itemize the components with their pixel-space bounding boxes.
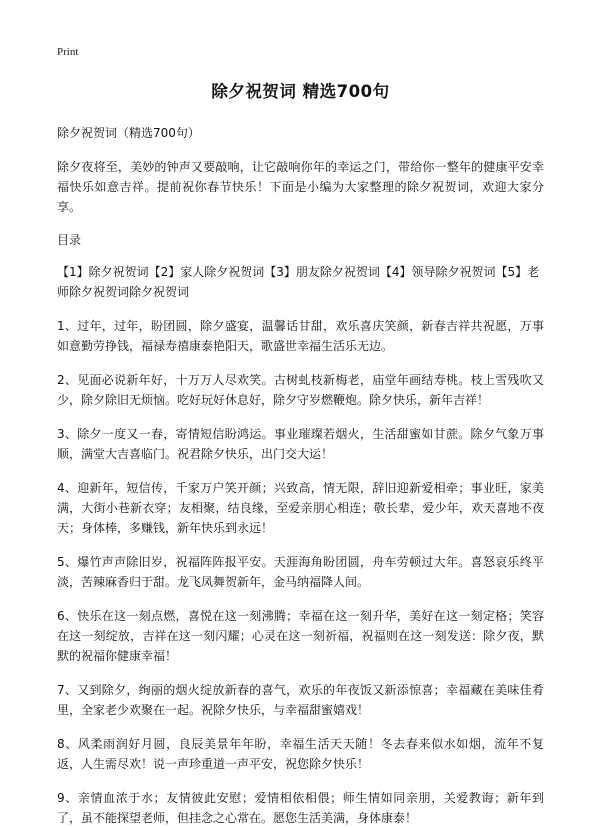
greeting-item-5: 5、爆竹声声除旧岁，祝福阵阵报平安。天涯海角盼团圆，舟车劳顿过大年。喜怒哀乐终平淡，苦辣麻香归于甜。龙飞凤舞贺新年，金马纳福降人间。 [57, 555, 544, 589]
toc-heading: 目录 [57, 233, 82, 247]
greeting-item-7: 7、又到除夕，绚丽的烟火绽放新春的喜气，欢乐的年夜饭又新添惊喜；幸福藏在美味佳肴里，全家老少欢聚在一起。祝除夕快乐，与幸福甜蜜嬉戏！ [57, 683, 544, 717]
toc-list: 【1】除夕祝贺词【2】家人除夕祝贺词【3】朋友除夕祝贺词【4】领导除夕祝贺词【5】老师除夕祝贺词除夕祝贺词 [57, 265, 540, 299]
document-title: 除夕祝贺词 精选700句 [211, 82, 390, 101]
greeting-item-4: 4、迎新年，短信传，千家万户笑开颜；兴致高，情无限，辞旧迎新爱相牵；事业旺，家美满，大街小巷新衣穿；友相聚，结良缘，至爱亲朋心相连；敬长辈，爱少年，欢天喜地不夜天；身体棒，多赚钱，新年快乐到永远！ [57, 481, 544, 535]
greeting-item-2: 2、见面必说新年好，十万万人尽欢笑。古树虬枝新梅老，庙堂年画结寿桃。枝上雪残吹又少，除夕除旧无烦恼。吃好玩好休息好，除夕守岁燃鞭炮。除夕快乐，新年吉祥！ [57, 373, 544, 407]
greeting-item-9: 9、亲情血浓于水；友情彼此安慰；爱情相依相偎；师生情如同亲朋，关爱教诲；新年到了，虽不能探望老师，但挂念之心常在。愿您生活美满，身体康泰！ [57, 791, 544, 825]
greeting-item-6: 6、快乐在这一刻点燃，喜悦在这一刻沸腾；幸福在这一刻升华，美好在这一刻定格；笑容在这一刻绽放，吉祥在这一刻闪耀；心灵在这一刻祈福，祝福则在这一刻发送：除夕夜，默默的祝福你健康幸福！ [57, 609, 544, 663]
print-label: Print [57, 46, 79, 58]
greeting-item-1: 1、过年，过年，盼团圆，除夕盛宴，温馨话甘甜，欢乐喜庆笑颜，新春吉祥共祝愿，万事如意勤劳挣钱，福禄寿禧康泰艳阳天，歌盛世幸福生活乐无边。 [57, 319, 544, 353]
document-subtitle: 除夕祝贺词（精选700句） [57, 126, 200, 140]
greeting-item-3: 3、除夕一度又一春，寄情短信盼鸿运。事业璀璨若烟火，生活甜蜜如甘蔗。除夕气象万事顺，满堂大吉喜临门。祝君除夕快乐，出门交大运！ [57, 427, 544, 461]
intro-paragraph: 除夕夜将至，美妙的钟声又要敲响，让它敲响你年的幸运之门，带给你一整年的健康平安幸福快乐如意吉祥。提前祝你春节快乐！下面是小编为大家整理的除夕祝贺词，欢迎大家分享。 [57, 160, 544, 214]
greeting-item-8: 8、风柔雨润好月圆，良辰美景年年盼，幸福生活天天随！冬去春来似水如烟，流年不复返，人生需尽欢！说一声珍重道一声平安，祝您除夕快乐！ [57, 737, 544, 771]
